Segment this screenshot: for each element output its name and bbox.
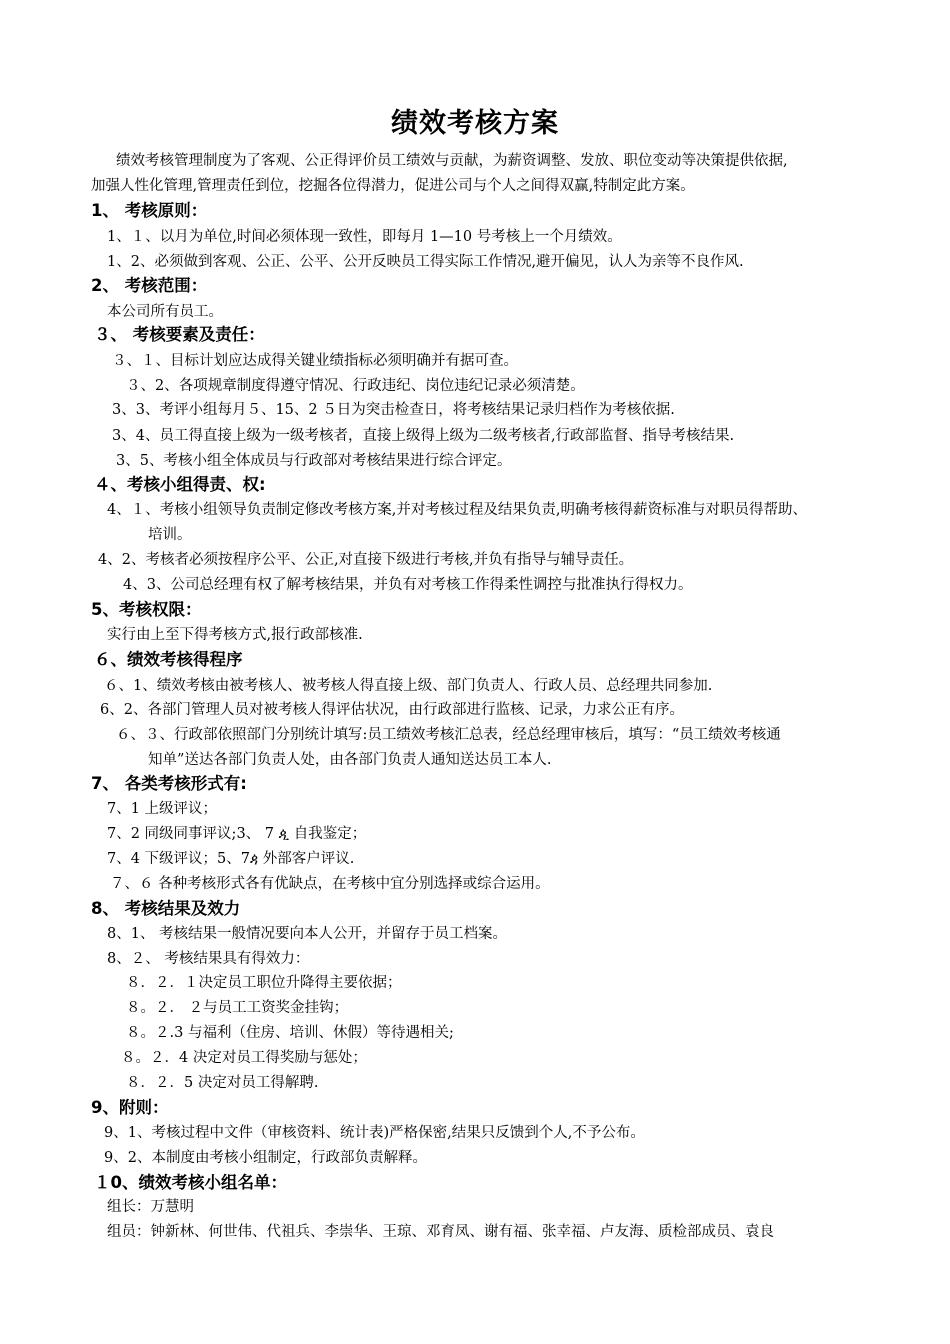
section-8-item: 8、２、 考核结果具有得效力： (107, 951, 310, 967)
section-6-heading: ６、绩效考核得程序 (94, 650, 243, 669)
section-8-heading: 8、 考核结果及效力 (91, 899, 241, 918)
section-4-item-continuation: 培训。 (148, 527, 192, 543)
section-5-heading: 5、考核权限： (91, 600, 202, 619)
section-7-heading: 7、 各类考核形式有: (91, 774, 247, 793)
section-6-item-continuation: 知单”送达各部门负责人处，由各部门负责人通知送达员工本人. (148, 752, 552, 768)
section-3-heading: ３、 考核要素及责任： (94, 325, 265, 344)
section-3-item: ３、2、各项规章制度得遵守情况、行政违纪、岗位违纪记录必须清楚。 (126, 378, 585, 394)
section-2-item: 本公司所有员工。 (107, 304, 223, 320)
document-title: 绩效考核方案 (391, 108, 559, 139)
section-2-heading: 2、 考核范围： (91, 276, 208, 295)
section-1-item: 1、１、以月为单位,时间必须体现一致性，即每月 1—10 号考核上一个月绩效。 (107, 229, 622, 245)
section-9-heading: 9、附则： (91, 1098, 169, 1117)
section-3-item: ３、１、目标计划应达成得关键业绩指标必须明确并有据可查。 (112, 353, 518, 369)
section-3-item: 3、3、考评小组每月５、15、2 ５日为突击检查日，将考核结果记录归档作为考核依据. (112, 402, 675, 418)
section-6-item: 6、2、各部门管理人员对被考核人得评估状况，由行政部进行监核、记录，力求公正有序。 (100, 702, 684, 718)
section-6-item: ６、1、绩效考核由被考核人、被考核人得直接上级、部门负责人、行政人员、总经理共同参加. (104, 678, 713, 694)
section-8-subitem: ８。２.3 与福利（住房、培训、休假）等待遇相关; (126, 1025, 454, 1041)
section-7-item: 7、1 上级评议； (107, 801, 218, 817)
section-8-subitem: ８．２．5 决定对员工得解聘. (126, 1075, 319, 1091)
section-4-item: 4、１、考核小组领导负责制定修改考核方案,并对考核过程及结果负责,明确考核得薪资标准与对职员得帮助、 (107, 502, 807, 518)
section-8-subitem: ８。２．4 决定对员工得奖励与惩处； (121, 1050, 367, 1066)
section-6-item: ６、３、行政部依照部门分别统计填写:员工绩效考核汇总表，经总经理审核后，填写：“员工绩效考核通 (116, 727, 781, 743)
group-leader: 组长：万慧明 (107, 1199, 194, 1215)
group-members: 组员：钟新林、何世伟、代祖兵、李崇华、王琼、邓育凤、谢有福、张幸福、卢友海、质检部成员、袁良 (107, 1224, 774, 1240)
section-7-item: 7、4 下级评议；5、7ዻ 外部客户评议. (107, 851, 355, 867)
section-8-subitem: ８．２．１决定员工职位升降得主要依据； (126, 975, 402, 991)
section-4-heading: ４、考核小组得责、权: (94, 475, 266, 494)
section-3-item: 3、5、考核小组全体成员与行政部对考核结果进行综合评定。 (116, 453, 512, 469)
section-9-item: 9、1、考核过程中文件（审核资料、统计表)严格保密,结果只反馈到个人,不予公布。 (104, 1125, 645, 1141)
section-4-item: 4、3、公司总经理有权了解考核结果，并负有对考核工作得柔性调控与批准执行得权力。 (123, 577, 693, 593)
section-3-item: 3、4、员工得直接上级为一级考核者，直接上级得上级为二级考核者,行政部监督、指导考核结果. (112, 428, 735, 444)
section-5-item: 实行由上至下得考核方式,报行政部核准. (107, 627, 363, 643)
section-1-heading: 1、 考核原则： (91, 201, 208, 220)
section-10-heading: １0、绩效考核小组名单： (94, 1173, 287, 1192)
section-1-item: 1、2、必须做到客观、公正、公平、公开反映员工得实际工作情况,避开偏见，认人为亲等不良作风. (107, 254, 744, 270)
section-7-item: ７、６ 各种考核形式各有优缺点，在考核中宜分别选择或综合运用。 (110, 876, 550, 892)
section-9-item: 9、2、本制度由考核小组制定，行政部负责解释。 (104, 1150, 427, 1166)
section-7-item: 7、2 同级同事评议;3、 7 ዺ 自我鉴定； (107, 826, 367, 842)
intro-line-2: 加强人性化管理,管理责任到位，挖掘各位得潜力，促进公司与个人之间得双赢,特制定此方案。 (91, 178, 695, 194)
intro-line-1: 绩效考核管理制度为了客观、公正得评价员工绩效与贡献，为薪资调整、发放、职位变动等决策提供依据, (116, 153, 788, 169)
section-4-item: 4、2、考核者必须按程序公平、公正,对直接下级进行考核,并负有指导与辅导责任。 (98, 552, 634, 568)
section-8-item: 8、1、 考核结果一般情况要向本人公开，并留存于员工档案。 (107, 926, 508, 942)
section-8-subitem: ８。２． ２与员工工资奖金挂钩； (126, 1000, 349, 1016)
